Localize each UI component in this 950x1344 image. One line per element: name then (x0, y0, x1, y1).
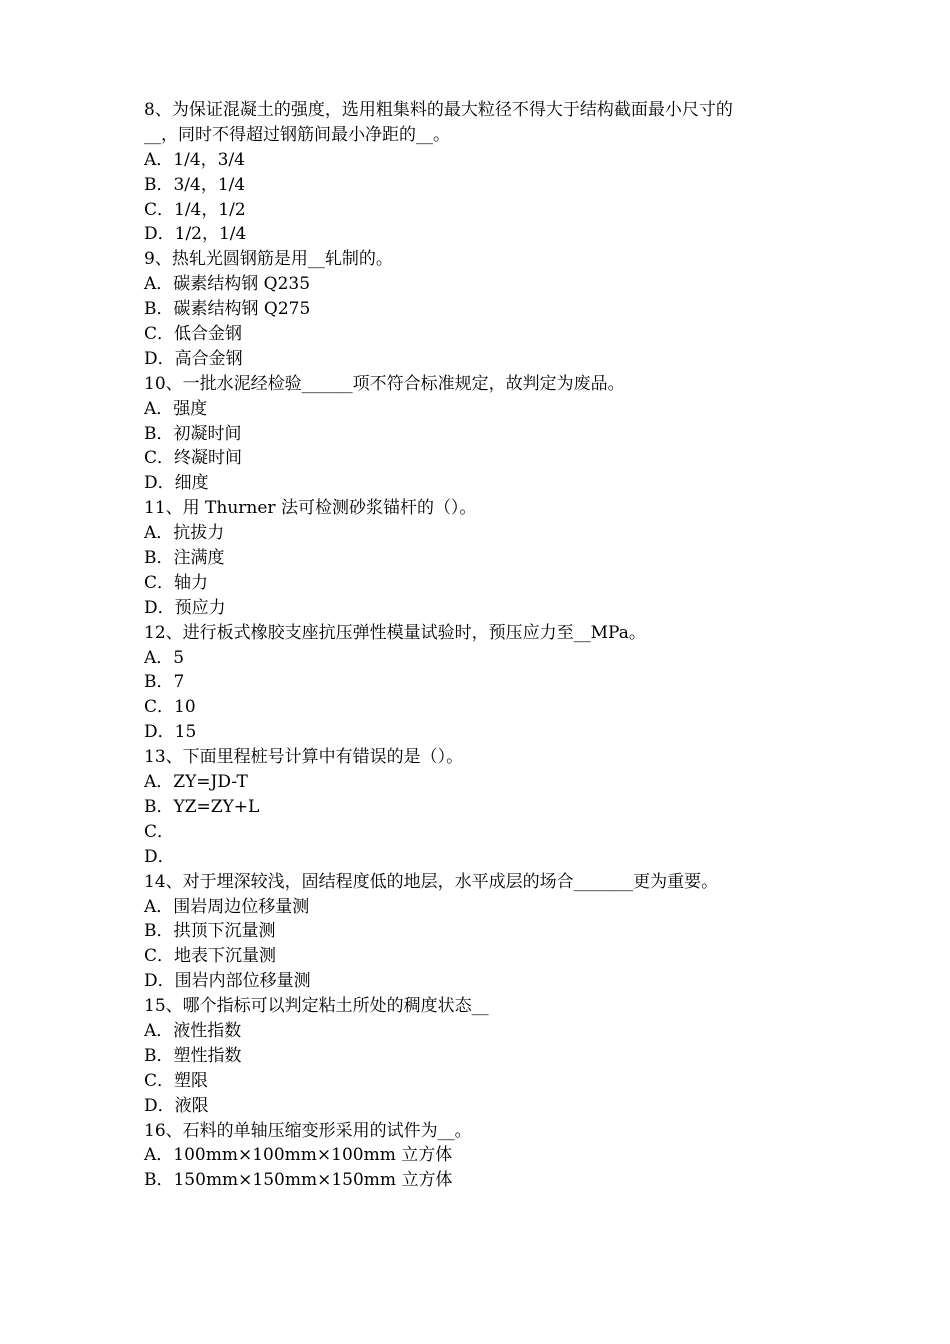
question-14-option-c: C．地表下沉量测 (144, 946, 277, 967)
question-10-option-a: A．强度 (144, 398, 208, 419)
question-12-option-a: A．5 (144, 647, 185, 668)
question-11-option-a: A．抗拔力 (144, 523, 225, 544)
question-10-option-c: C．终凝时间 (144, 448, 243, 469)
question-9-option-c: C．低合金钢 (144, 324, 243, 345)
question-9-option-a: A．碳素结构钢 Q235 (144, 274, 311, 295)
question-11-text: 11、用 Thurner 法可检测砂浆锚杆的（）。 (144, 498, 477, 519)
question-12-option-c: C．10 (144, 697, 196, 718)
question-8-option-a: A．1/4，3/4 (144, 149, 245, 170)
question-12-text: 12、进行板式橡胶支座抗压弹性模量试验时，预压应力至__MPa。 (144, 622, 646, 643)
question-12-option-d: D．15 (144, 722, 197, 743)
question-11-option-b: B．注满度 (144, 548, 225, 569)
question-11-option-c: C．轴力 (144, 572, 209, 593)
question-13-text: 13、下面里程桩号计算中有错误的是（）。 (144, 747, 464, 768)
question-9-text: 9、热轧光圆钢筋是用__轧制的。 (144, 249, 393, 270)
question-15-option-d: D．液限 (144, 1095, 209, 1116)
question-9-option-d: D．高合金钢 (144, 348, 243, 369)
question-12-option-b: B．7 (144, 672, 185, 693)
question-13-option-a: A．ZY=JD-T (144, 772, 248, 793)
question-16-option-b: B．150mm×150mm×150mm 立方体 (144, 1170, 453, 1191)
question-16-text: 16、石料的单轴压缩变形采用的试件为__。 (144, 1120, 472, 1141)
question-15-option-c: C．塑限 (144, 1070, 209, 1091)
question-10-option-b: B．初凝时间 (144, 423, 242, 444)
question-14-option-b: B．拱顶下沉量测 (144, 921, 276, 942)
question-13-option-d: D． (144, 846, 175, 867)
question-10-text: 10、一批水泥经检验______项不符合标准规定，故判定为废品。 (144, 373, 625, 394)
question-8-option-c: C．1/4，1/2 (144, 199, 246, 220)
question-14-text: 14、对于埋深较浅，固结程度低的地层，水平成层的场合_______更为重要。 (144, 871, 719, 892)
question-13-option-b: B．YZ=ZY+L (144, 796, 260, 817)
question-10-option-d: D．细度 (144, 473, 209, 494)
question-14-option-d: D．围岩内部位移量测 (144, 971, 311, 992)
question-8-text-line-2: __，同时不得超过钢筋间最小净距的__。 (144, 124, 450, 145)
question-8-option-b: B．3/4，1/4 (144, 174, 246, 195)
question-13-option-c: C． (144, 821, 175, 842)
question-8-option-d: D．1/2，1/4 (144, 224, 247, 245)
question-8-text-line-1: 8、为保证混凝土的强度，选用粗集料的最大粒径不得大于结构截面最小尺寸的 (144, 100, 733, 120)
question-16-option-a: A．100mm×100mm×100mm 立方体 (144, 1145, 453, 1166)
question-15-text: 15、哪个指标可以判定粘土所处的稠度状态__ (144, 996, 489, 1017)
question-15-option-b: B．塑性指数 (144, 1045, 242, 1066)
question-14-option-a: A．围岩周边位移量测 (144, 896, 310, 917)
question-9-option-b: B．碳素结构钢 Q275 (144, 299, 311, 320)
document-body (144, 98, 824, 1193)
question-15-option-a: A．液性指数 (144, 1020, 242, 1041)
question-11-option-d: D．预应力 (144, 597, 226, 618)
